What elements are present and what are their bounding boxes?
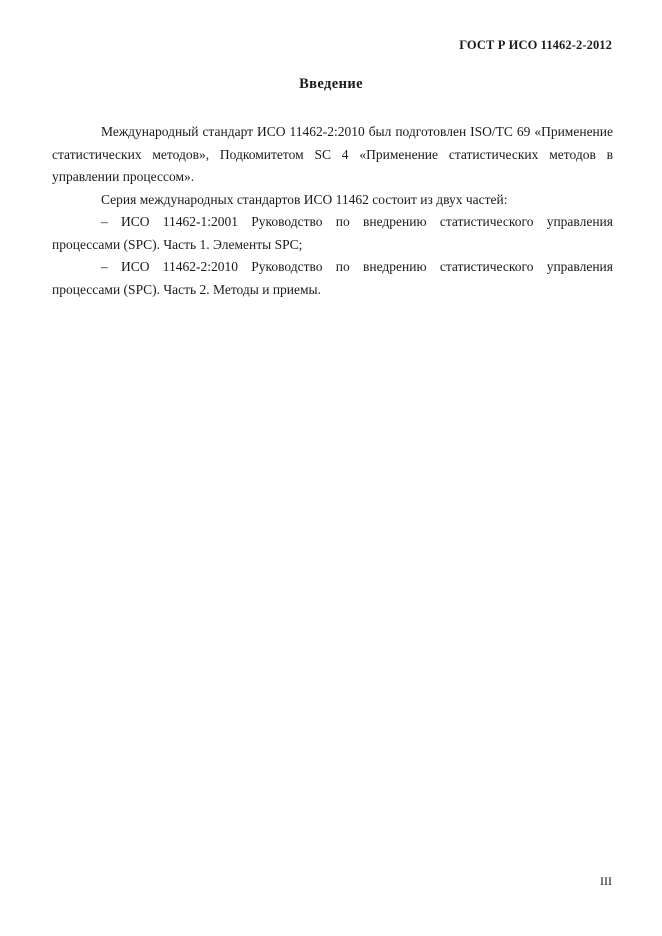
introduction-body	[52, 121, 613, 301]
page-number: III	[600, 874, 612, 888]
paragraph-series-intro: Серия международных стандартов ИСО 11462 состоит из двух частей:	[101, 191, 508, 207]
paragraph-standard-origin: Международный стандарт ИСО 11462-2:2010 был подготовлен ISO/TC 69 «Применение статистических методов», Подкомитетом SC 4 «Применение статистических методов в управлении процессом».	[52, 124, 613, 184]
section-title: Введение	[299, 76, 363, 92]
paragraph-part-1: – ИСО 11462-1:2001 Руководство по внедрению статистического управления процессами (SPC). Часть 1. Элементы SPC;	[52, 214, 613, 252]
document-code: ГОСТ Р ИСО 11462-2-2012	[459, 38, 612, 52]
paragraph-part-2: – ИСО 11462-2:2010 Руководство по внедрению статистического управления процессами (SPC). Часть 2. Методы и приемы.	[52, 259, 613, 297]
